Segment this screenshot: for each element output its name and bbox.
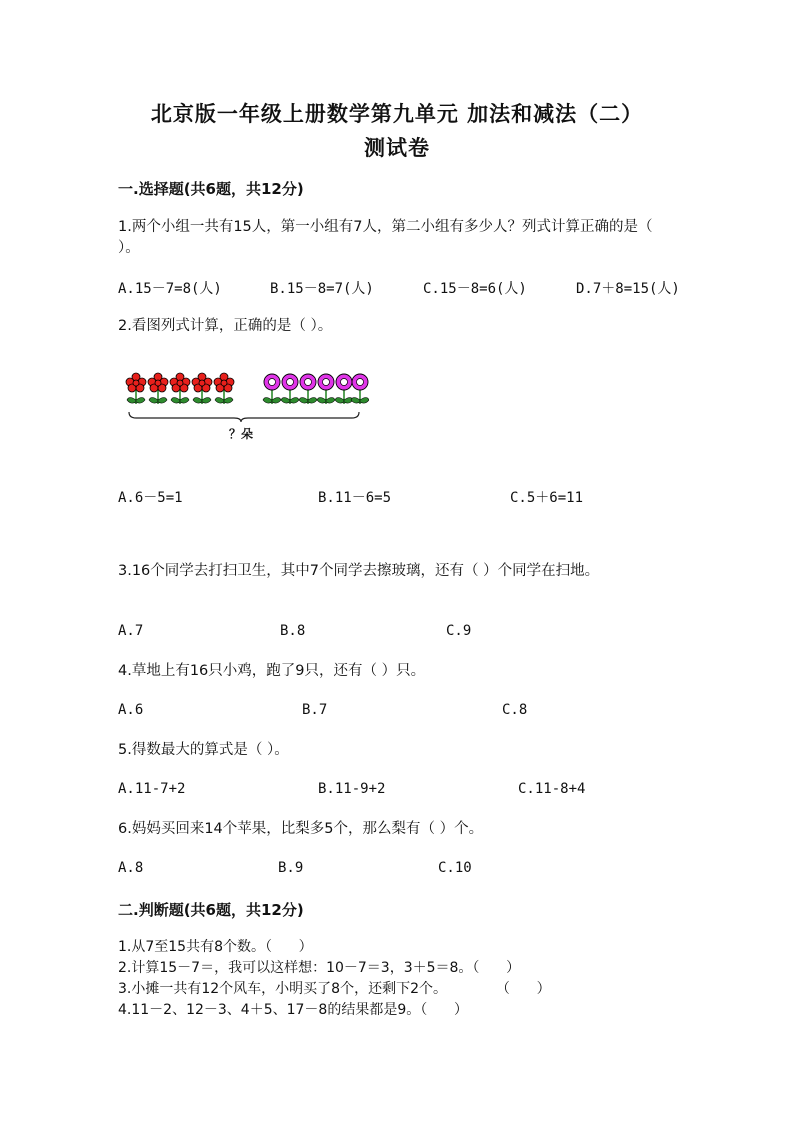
page-title: 北京版一年级上册数学第九单元 加法和减法（二） xyxy=(150,101,644,126)
question-6: 6.妈妈买回来14个苹果，比梨多5个，那么梨有（ ）个。 xyxy=(118,821,484,837)
red-flower xyxy=(192,373,212,404)
figure-caption: ？朵 xyxy=(229,427,254,441)
red-flower xyxy=(148,373,168,404)
q6-option-c[interactable]: C.10 xyxy=(438,860,472,876)
pink-flower xyxy=(317,374,335,404)
red-flower xyxy=(214,373,234,404)
q4-option-a[interactable]: A.6 xyxy=(118,702,144,718)
question-5: 5.得数最大的算式是（ ）。 xyxy=(118,742,289,758)
brace xyxy=(129,412,359,422)
judge-item-1: 1.从7至15共有8个数。（ ） xyxy=(118,939,313,955)
question-1: 1.两个小组一共有15人，第一小组有7人，第二小组有多少人？列式计算正确的是（ ）。 xyxy=(118,219,653,256)
q1-option-b[interactable]: B.15－8=7(人) xyxy=(270,281,374,297)
q3-option-a[interactable]: A.7 xyxy=(118,623,144,639)
red-flower xyxy=(126,373,146,404)
q5-option-c[interactable]: C.11-8+4 xyxy=(518,781,586,797)
flowers-figure xyxy=(124,372,369,428)
q6-option-a[interactable]: A.8 xyxy=(118,860,144,876)
q3-option-b[interactable]: B.8 xyxy=(280,623,306,639)
q6-option-b[interactable]: B.9 xyxy=(278,860,304,876)
q3-option-c[interactable]: C.9 xyxy=(446,623,472,639)
question-4: 4.草地上有16只小鸡，跑了9只，还有（ ）只。 xyxy=(118,663,426,679)
q2-option-c[interactable]: C.5＋6=11 xyxy=(510,490,584,506)
q1-option-a[interactable]: A.15－7=8(人) xyxy=(118,281,222,297)
judge-item-4: 4.11－2、12－3、4＋5、17－8的结果都是9。（ ） xyxy=(118,1002,468,1018)
red-flower xyxy=(170,373,190,404)
q4-option-b[interactable]: B.7 xyxy=(302,702,328,718)
section-heading-choice: 一.选择题(共6题，共12分) xyxy=(118,180,304,198)
page-subtitle: 测试卷 xyxy=(364,135,430,160)
q2-option-b[interactable]: B.11－6=5 xyxy=(318,490,392,506)
pink-flower xyxy=(263,374,281,404)
section-heading-judge: 二.判断题(共6题，共12分) xyxy=(118,901,304,919)
q2-option-a[interactable]: A.6－5=1 xyxy=(118,490,183,506)
q1-option-d[interactable]: D.7＋8=15(人) xyxy=(576,281,680,297)
pink-flower xyxy=(281,374,299,404)
pink-flower xyxy=(299,374,317,404)
q1-option-c[interactable]: C.15－8=6(人) xyxy=(423,281,527,297)
judge-item-2: 2.计算15－7＝，我可以这样想：10－7＝3，3＋5＝8。（ ） xyxy=(118,960,521,976)
question-2: 2.看图列式计算，正确的是（ ）。 xyxy=(118,318,333,334)
pink-flower xyxy=(351,374,369,404)
question-3: 3.16个同学去打扫卫生，其中7个同学去擦玻璃，还有（ ）个同学在扫地。 xyxy=(118,563,600,579)
q5-option-a[interactable]: A.11-7+2 xyxy=(118,781,186,797)
judge-item-3: 3.小摊一共有12个风车，小明买了8个，还剩下2个。 （ ） xyxy=(118,981,551,997)
pink-flower xyxy=(335,374,353,404)
q4-option-c[interactable]: C.8 xyxy=(502,702,528,718)
q5-option-b[interactable]: B.11-9+2 xyxy=(318,781,386,797)
